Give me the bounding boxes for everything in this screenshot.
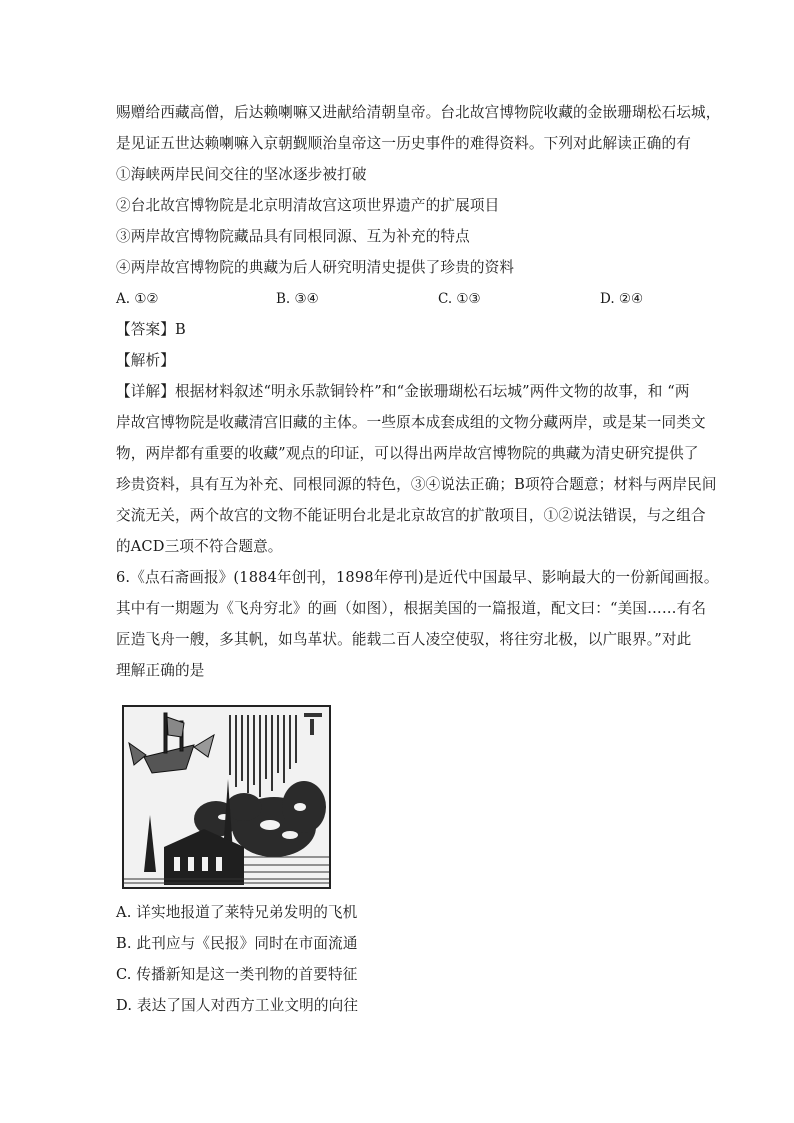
- explanation-line: 的ACD三项不符合题意。: [116, 538, 283, 555]
- q6-option-c: C. 传播新知是这一类刊物的首要特征: [116, 966, 358, 983]
- statement-2: ②台北故宫博物院是北京明清故宫这项世界遗产的扩展项目: [116, 197, 500, 214]
- q5-option-b: B. ③④: [276, 291, 319, 307]
- illustration-flying-ship: [122, 705, 331, 889]
- statement-3: ③两岸故宫博物院藏品具有同根同源、互为补充的特点: [116, 228, 470, 245]
- q6-option-b: B. 此刊应与《民报》同时在市面流通: [116, 935, 358, 952]
- q6-option-d: D. 表达了国人对西方工业文明的向往: [116, 997, 359, 1014]
- statement-1: ①海峡两岸民间交往的坚冰逐步被打破: [116, 166, 367, 183]
- q5-option-d: D. ②④: [600, 291, 644, 307]
- q6-option-a: A. 详实地报道了莱特兄弟发明的飞机: [116, 904, 358, 921]
- q6-stem-line: 6.《点石斋画报》(1884年创刊，1898年停刊)是近代中国最早、影响最大的一份新闻画报。: [116, 569, 719, 586]
- answer-line: 【答案】B: [116, 321, 186, 338]
- q6-stem-line: 其中有一期题为《飞舟穷北》的画（如图），根据美国的一篇报道，配文曰：“美国……有名: [116, 600, 707, 617]
- analysis-heading: 【解析】: [116, 352, 175, 369]
- explanation-line: 物，两岸都有重要的收藏”观点的印证，可以得出两岸故宫博物院的典藏为清史研究提供了: [116, 445, 699, 462]
- engraving-graphic: [124, 707, 329, 887]
- paragraph-line: 赐赠给西藏高僧，后达赖喇嘛又进献给清朝皇帝。台北故宫博物院收藏的金嵌珊瑚松石坛城，: [116, 104, 721, 121]
- q6-stem-line: 理解正确的是: [116, 662, 205, 679]
- explanation-line: 珍贵资料，具有互为补充、同根同源的特色，③④说法正确；B项符合题意；材料与两岸民间: [116, 476, 717, 493]
- paragraph-line: 是见证五世达赖喇嘛入京朝觐顺治皇帝这一历史事件的难得资料。下列对此解读正确的有: [116, 135, 692, 152]
- explanation-line: 【详解】根据材料叙述“明永乐款铜铃杵”和“金嵌珊瑚松石坛城”两件文物的故事，和 “两: [116, 383, 690, 400]
- explanation-line: 岸故宫博物院是收藏清宫旧藏的主体。一些原本成套成组的文物分藏两岸，或是某一同类文: [116, 414, 706, 431]
- q5-option-a: A. ①②: [116, 291, 159, 307]
- explanation-line: 交流无关，两个故宫的文物不能证明台北是北京故宫的扩散项目，①②说法错误，与之组合: [116, 507, 706, 524]
- statement-4: ④两岸故宫博物院的典藏为后人研究明清史提供了珍贵的资料: [116, 259, 515, 276]
- q6-stem-line: 匠造飞舟一艘，多其帆，如鸟革状。能载二百人凌空使驭，将往穷北极，以广眼界。”对此: [116, 631, 692, 648]
- q5-option-c: C. ①③: [438, 291, 481, 307]
